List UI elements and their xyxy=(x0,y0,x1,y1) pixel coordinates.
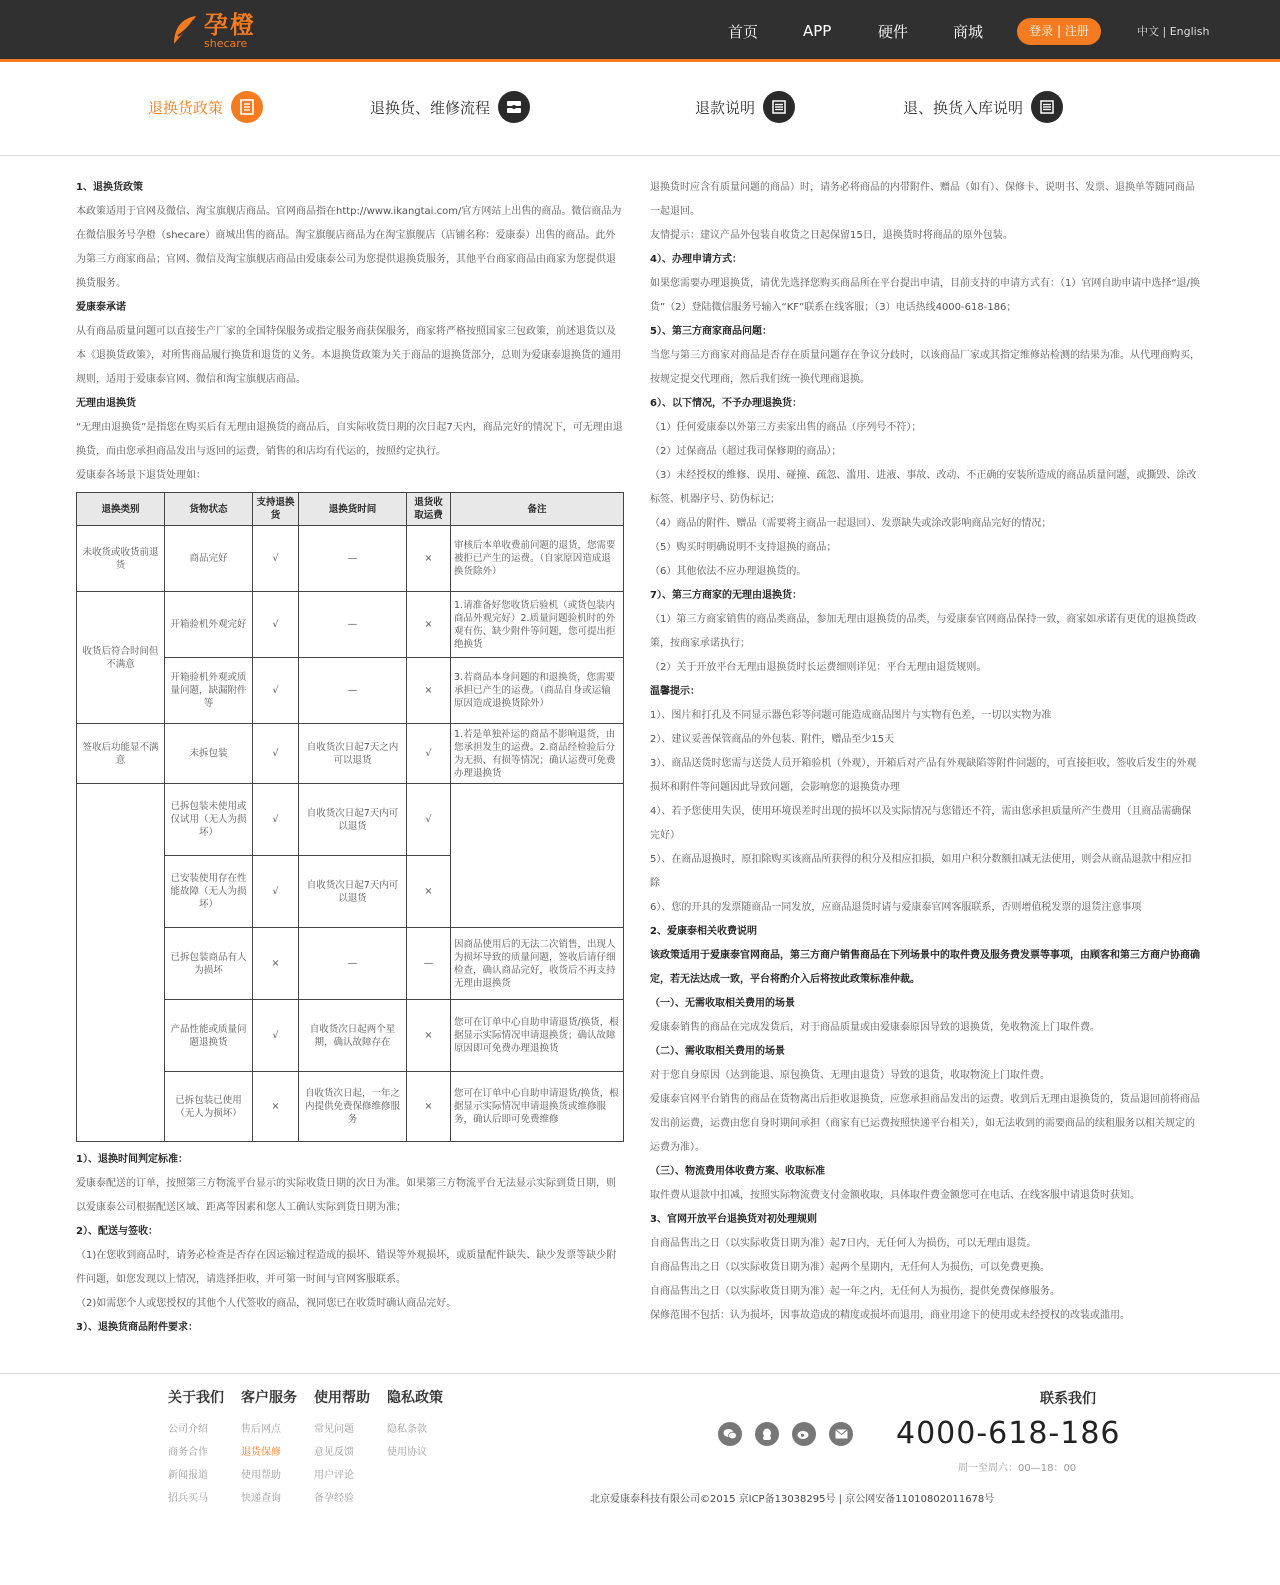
footer-link[interactable]: 意见反馈 xyxy=(314,1447,354,1458)
mail-icon[interactable] xyxy=(829,1422,853,1446)
cell-state: 已安装使用存在性能故障（无人为损坏） xyxy=(165,856,253,928)
cell-state: 已拆包装商品有人为损坏 xyxy=(165,928,253,1000)
footer-link[interactable]: 公司介绍 xyxy=(168,1424,208,1435)
list-item: （5）购买时明确说明不支持退换的商品； xyxy=(650,542,837,553)
cell-state: 开箱验机外观或质量问题，缺漏附件等 xyxy=(165,658,253,724)
section-heading: 1、退换货政策 xyxy=(76,182,143,193)
paragraph: 本政策适用于官网及微信、淘宝旗舰店商品。官网商品指在http://www.ikangtai.com/官方网站上出售的商品。微信商品为在微信服务号孕橙（shecare）商城出售的商品。淘宝旗舰店商品为在淘宝旗舰店（店铺名称：爱康泰）出售的商品。此外为第三方商家商品；官网、微信及淘宝旗舰店商品由爱康泰公司为您提供退换货服务，其他平台商家商品由商家为您提供退换货服务。 xyxy=(76,206,622,289)
paragraph: （2)如需您个人或您授权的其他个人代签收的商品，视同您已在收货时确认商品完好。 xyxy=(76,1298,457,1309)
cell-time: — xyxy=(299,592,407,658)
cell-fee: × xyxy=(407,658,451,724)
list-icon xyxy=(1031,91,1063,123)
qq-icon[interactable] xyxy=(755,1422,779,1446)
cell-time: — xyxy=(299,526,407,592)
cell-time: 自收货次日起，一年之内提供免费保修维修服务 xyxy=(299,1072,407,1142)
cell-category: 签收后功能显不满意 xyxy=(77,724,165,784)
footer-link[interactable]: 商务合作 xyxy=(168,1447,208,1458)
logo-leaf-icon xyxy=(170,14,200,48)
wechat-icon[interactable] xyxy=(718,1422,742,1446)
cell-note: 审核后本单收费前问题的退货，您需要被拒已产生的运费。（自家原因造成退换货除外） xyxy=(451,526,624,592)
login-register-button[interactable]: 登录 | 注册 xyxy=(1017,18,1101,45)
tab-repair-process[interactable] xyxy=(370,90,530,124)
footer-link[interactable]: 使用协议 xyxy=(387,1447,427,1458)
cell-state: 开箱验机外观完好 xyxy=(165,592,253,658)
footer-heading: 使用帮助 xyxy=(314,1390,370,1406)
tab-refund-info[interactable] xyxy=(695,90,795,124)
cell-support: × xyxy=(253,1072,299,1142)
footer-heading: 关于我们 xyxy=(168,1390,224,1406)
table-header: 退换类别 xyxy=(77,493,165,526)
section-heading: 7）、第三方商家的无理由退换货： xyxy=(650,590,802,601)
footer-col-service xyxy=(241,1388,314,1510)
language-switch[interactable]: 中文 | English xyxy=(1137,25,1210,38)
section-heading: 6）、以下情况，不予办理退换货： xyxy=(650,398,802,409)
service-hours: 周一至周六：00—18：00 xyxy=(958,1463,1077,1474)
list-item: （1）任何爱康泰以外第三方卖家出售的商品（序列号不符）； xyxy=(650,422,922,433)
cell-note: 1.若是单独补运的商品不影响退货，由您承担发生的运费。2.商品经检验后分为无损、有损等情况；确认运费可免费办理退换货 xyxy=(451,724,624,784)
table-header: 退换货时间 xyxy=(299,493,407,526)
copyright: 北京爱康泰科技有限公司©2015 京ICP备13038295号 | 京公网安备11010802011678号 xyxy=(590,1494,995,1505)
section-heading: （一）、无需收取相关费用的场景 xyxy=(650,998,795,1009)
cell-state: 已拆包装已使用（无人为损坏） xyxy=(165,1072,253,1142)
process-icon xyxy=(498,91,530,123)
paragraph: 友情提示：建议产品外包装自收货之日起保留15日，退换货时将商品的原外包装。 xyxy=(650,230,1013,241)
top-nav-bar xyxy=(0,0,1280,62)
table-row xyxy=(77,724,624,784)
table-header-row xyxy=(77,493,624,526)
footer-link[interactable]: 使用帮助 xyxy=(241,1470,281,1481)
cell-support: √ xyxy=(253,526,299,592)
weibo-icon[interactable] xyxy=(792,1422,816,1446)
social-icons xyxy=(718,1422,866,1446)
footer-link-active[interactable]: 退货保修 xyxy=(241,1447,281,1458)
tab-warehouse-info[interactable] xyxy=(903,90,1063,124)
footer-col-about xyxy=(168,1388,241,1510)
section-heading: 无理由退换货 xyxy=(76,398,136,409)
cell-support: √ xyxy=(253,658,299,724)
tab-label: 退、换货入库说明 xyxy=(903,98,1024,117)
section-heading: 温馨提示： xyxy=(650,686,700,697)
footer-link[interactable]: 售后网点 xyxy=(241,1424,281,1435)
list-item: （4）商品的附件、赠品（需要将主商品一起退回）、发票缺失或涂改影响商品完好的情况； xyxy=(650,518,1052,529)
hotline-number: 4000-618-186 xyxy=(896,1416,1121,1451)
section-heading: 5）、第三方商家商品问题： xyxy=(650,326,772,337)
footer-link[interactable]: 常见问题 xyxy=(314,1424,354,1435)
cell-note: 3.若商品本身问题的和退换货，您需要承担已产生的运费。（商品自身或运输原因造成退换货除外） xyxy=(451,658,624,724)
footer-link[interactable]: 快递查询 xyxy=(241,1493,281,1504)
list-item: 5）、在商品退换时，原扣除购买该商品所获得的积分及相应扣损，如用户积分数额扣减无法使用，则会从商品退款中相应扣除 xyxy=(650,854,1192,889)
tab-label: 退款说明 xyxy=(695,98,756,117)
paragraph: 当您与第三方商家对商品是否存在质量问题存在争议分歧时，以该商品厂家或其指定维修站检测的结果为准。从代理商购买，按规定提交代理商，然后我们统一换代理商退换。 xyxy=(650,350,1200,385)
table-header: 支持退换货 xyxy=(253,493,299,526)
section-heading: 4）、办理申请方式： xyxy=(650,254,742,265)
cell-support: √ xyxy=(253,1000,299,1072)
footer-link[interactable]: 备孕经验 xyxy=(314,1493,354,1504)
logo-cn: 孕橙 xyxy=(204,11,256,39)
nav-home-link[interactable]: 首页 xyxy=(728,22,759,41)
cell-time: — xyxy=(299,658,407,724)
cell-fee: — xyxy=(407,928,451,1000)
logo-en: shecare xyxy=(204,37,248,50)
footer-link[interactable]: 新闻报道 xyxy=(168,1470,208,1481)
tab-label: 退换货政策 xyxy=(148,98,224,117)
footer-link[interactable]: 招兵买马 xyxy=(168,1493,208,1504)
list-item: （2）过保商品（超过我司保修期的商品）； xyxy=(650,446,842,457)
section-heading: 2、爱康泰相关收费说明 xyxy=(650,926,757,937)
cell-note: 您可在订单中心自助申请退货/换货，根据显示实际情况申请退换货或维修服务，确认后即可免费维修 xyxy=(451,1072,624,1142)
table-row xyxy=(77,526,624,592)
list-item: 4）、若予您使用失误，使用环境误差时出现的损坏以及实际情况与您错还不符，需由您承担质量所产生费用（且商品需确保完好） xyxy=(650,806,1192,841)
section-heading: 1）、退换时间判定标准： xyxy=(76,1154,188,1165)
cell-support: √ xyxy=(253,724,299,784)
paragraph: 如果您需要办理退换货，请优先选择您购买商品所在平台提出申请，目前支持的申请方式有：（1）官网自助申请中选择“退/换货”（2）登陆微信服务号输入“KF”联系在线客服；（3）电话热线4000-618-186； xyxy=(650,278,1200,313)
list-item: 保修范围不包括：认为损坏，因事故造成的精度或损坏而退用，商业用途下的使用或未经授权的改装或滥用。 xyxy=(650,1310,1130,1321)
cell-support: × xyxy=(253,928,299,1000)
nav-app-link[interactable]: APP xyxy=(803,22,832,40)
cell-fee: × xyxy=(407,1072,451,1142)
footer-heading: 客户服务 xyxy=(241,1390,297,1406)
return-policy-table xyxy=(76,492,624,1142)
cell-time: — xyxy=(299,928,407,1000)
section-heading: （三）、物流费用体收费方案、收取标准 xyxy=(650,1166,825,1177)
section-heading: （二）、需收取相关费用的场景 xyxy=(650,1046,785,1057)
paragraph: 爱康泰官网平台销售的商品在货物离出后拒收退换货，应您承担商品发出的运费。收到后无理由退换货的，货品退回前将商品发出前运费，运费由您自身时期间承担（商家有已运费按照快递平台相关），如无法收到的需要商品的续租服务以相关规定的运费为准）。 xyxy=(650,1094,1200,1153)
section-heading: 3、官网开放平台退换货对初处理规则 xyxy=(650,1214,817,1225)
table-header: 退货收取运费 xyxy=(407,493,451,526)
table-header: 备注 xyxy=(451,493,624,526)
paragraph: 取件费从退款中扣减，按照实际物流费支付金额收取，具体取件费金额您可在电话、在线客服中请退货时获知。 xyxy=(650,1190,1140,1201)
footer-heading: 隐私政策 xyxy=(387,1390,443,1406)
list-item: （3）未经授权的维修、误用、碰撞、疏忽、滥用、进液、事故、改动、不正确的安装所造成的商品质量问题，或撕毁、涂改标签、机器序号、防伪标记； xyxy=(650,470,1197,505)
cell-fee: × xyxy=(407,592,451,658)
cell-fee: × xyxy=(407,856,451,928)
list-item: （6）其他依法不应办理退换货的。 xyxy=(650,566,807,577)
cell-category xyxy=(77,784,165,1142)
cell-category: 未收货或收货前退货 xyxy=(77,526,165,592)
nav-hardware-link[interactable]: 硬件 xyxy=(878,22,909,41)
cell-state: 未拆包装 xyxy=(165,724,253,784)
list-item: 2）、建议妥善保管商品的外包装、附件，赠品至少15天 xyxy=(650,734,895,745)
section-heading: 2）、配送与签收： xyxy=(76,1226,158,1237)
policy-tabs xyxy=(0,72,1280,156)
cell-state: 产品性能或质量问题退换货 xyxy=(165,1000,253,1072)
list-item: （2）关于开放平台无理由退换货时长运费细则详见：平台无理由退货规则。 xyxy=(650,662,987,673)
paragraph: 爱康泰各场景下退货处理如： xyxy=(76,470,206,481)
cell-time: 自收货次日起7天之内可以退货 xyxy=(299,724,407,784)
paragraph: 该政策适用于爱康泰官网商品，第三方商户销售商品在下列场景中的取件费及服务费发票等事项，由顾客和第三方商户协商确定，若无法达成一致，平台将酌介入后将按此政策标准仲裁。 xyxy=(650,950,1200,985)
list-item: 自商品售出之日（以实际收货日期为准）起7日内，无任何人为损伤，可以无理由退货。 xyxy=(650,1238,1037,1249)
nav-mall-link[interactable]: 商城 xyxy=(953,22,984,41)
paragraph: （1)在您收到商品时，请务必检查是否存在因运输过程造成的损坏、错误等外观损坏，或质量配件缺失、缺少发票等缺少附件问题，如您发现以上情况，请选择拒收，并可第一时间与官网客服联系。 xyxy=(76,1250,617,1285)
cell-time: 自收货次日起7天内可以退货 xyxy=(299,784,407,856)
list-icon xyxy=(763,91,795,123)
list-item: 1）、图片和打孔及不同显示器色彩等问题可能造成商品图片与实物有色差，一切以实物为准 xyxy=(650,710,1052,721)
cell-note: 您可在订单中心自助申请退货/换货，根据显示实际情况申请退换货；确认故障原因即可免费办理退换货 xyxy=(451,1000,624,1072)
list-item: 自商品售出之日（以实际收货日期为准）起两个星期内，无任何人为损伤，可以免费更换。 xyxy=(650,1262,1050,1273)
table-header: 货物状态 xyxy=(165,493,253,526)
cell-fee: √ xyxy=(407,784,451,856)
list-item: 3）、商品送货时您需与送货人员开箱验机（外观），开箱后对产品有外观缺陷等附件问题的，可直接拒收，签收后发生的外观损坏和附件等问题因此导致问题，会影响您的退换货办理 xyxy=(650,758,1197,793)
logo[interactable] xyxy=(170,10,256,52)
policy-left-column xyxy=(76,176,624,1340)
list-item: 自商品售出之日（以实际收货日期为准）起一年之内，无任何人为损伤，提供免费保修服务。 xyxy=(650,1286,1060,1297)
cell-time: 自收货次日起7天内可以退货 xyxy=(299,856,407,928)
contact-heading: 联系我们 xyxy=(1040,1391,1096,1407)
cell-state: 商品完好 xyxy=(165,526,253,592)
paragraph: 爱康泰配送的订单，按照第三方物流平台显示的实际收货日期的次日为准。如果第三方物流平台无法显示实际到货日期，则以爱康泰公司根据配送区域、距离等因素和您人工确认实际到货日期为准； xyxy=(76,1178,616,1213)
cell-state: 已拆包装未使用或仅试用（无人为损坏） xyxy=(165,784,253,856)
document-icon xyxy=(231,91,263,123)
tab-return-policy[interactable] xyxy=(148,90,263,124)
section-heading: 3）、退换货商品附件要求： xyxy=(76,1322,198,1333)
cell-category: 收货后符合时间但不满意 xyxy=(77,592,165,724)
paragraph: 对于您自身原因（达到能退、原包换货、无理由退货）导致的退货，收取物流上门取件费。 xyxy=(650,1070,1050,1081)
cell-fee: × xyxy=(407,1000,451,1072)
paragraph: 爱康泰销售的商品在完成发货后，对于商品质量或由爱康泰原因导致的退换货，免收物流上门取件费。 xyxy=(650,1022,1100,1033)
list-item: 6）、您的开具的发票随商品一同发放，应商品退货时请与爱康泰官网客服联系，否则增值税发票的退货注意事项 xyxy=(650,902,1142,913)
cell-time: 自收货次日起两个星期，确认故障存在 xyxy=(299,1000,407,1072)
cell-note: 1.请准备好您收货后验机（或货包装内商品外观完好）2.质量问题验机时的外观有伤、缺少附件等问题，您可提出拒绝换货 xyxy=(451,592,624,658)
table-row xyxy=(77,592,624,658)
paragraph: 退换货时应含有质量问题的商品）时，请务必将商品的内带附件、赠品（如有）、保修卡、说明书、发票、退换单等随同商品一起退回。 xyxy=(650,182,1195,217)
paragraph: “无理由退换货”是指您在购买后有无理由退换货的商品后，自实际收货日期的次日起7天内，商品完好的情况下，可无理由退换货，而由您承担商品发出与返回的运费，销售的和店均有代运的，按照约定执行。 xyxy=(76,422,623,457)
paragraph: 从有商品质量问题可以直接生产厂家的全国特保服务或指定服务商获保服务，商家将严格按照国家三包政策，前述退货以及本《退换货政策》，对所售商品履行换货和退货的义务。本退换货政策为关于商品的退换货部分，总则为爱康泰退换货的通用规则，适用于爱康泰官网、微信和淘宝旗舰店商品。 xyxy=(76,326,621,385)
cell-note xyxy=(451,784,624,928)
cell-fee: × xyxy=(407,526,451,592)
list-item: （1）第三方商家销售的商品类商品，参加无理由退换货的品类，与爱康泰官网商品保持一致，商家如承诺有更优的退换货政策，按商家承诺执行； xyxy=(650,614,1197,649)
cell-fee: √ xyxy=(407,724,451,784)
cell-support: √ xyxy=(253,784,299,856)
cell-support: √ xyxy=(253,592,299,658)
cell-support: √ xyxy=(253,856,299,928)
table-row xyxy=(77,784,624,856)
cell-note: 因商品使用后的无法二次销售，出现人为损坏导致的质量问题，签收后请仔细检查，确认商品完好，收货后不再支持无理由退换货 xyxy=(451,928,624,1000)
section-heading: 爱康泰承诺 xyxy=(76,302,126,313)
policy-right-column xyxy=(650,176,1200,1328)
tab-label: 退换货、维修流程 xyxy=(370,98,491,117)
footer-col-privacy xyxy=(387,1388,460,1510)
footer-link[interactable]: 用户评论 xyxy=(314,1470,354,1481)
footer xyxy=(0,1373,1280,1585)
footer-col-help xyxy=(314,1388,387,1510)
footer-link[interactable]: 隐私条款 xyxy=(387,1424,427,1435)
